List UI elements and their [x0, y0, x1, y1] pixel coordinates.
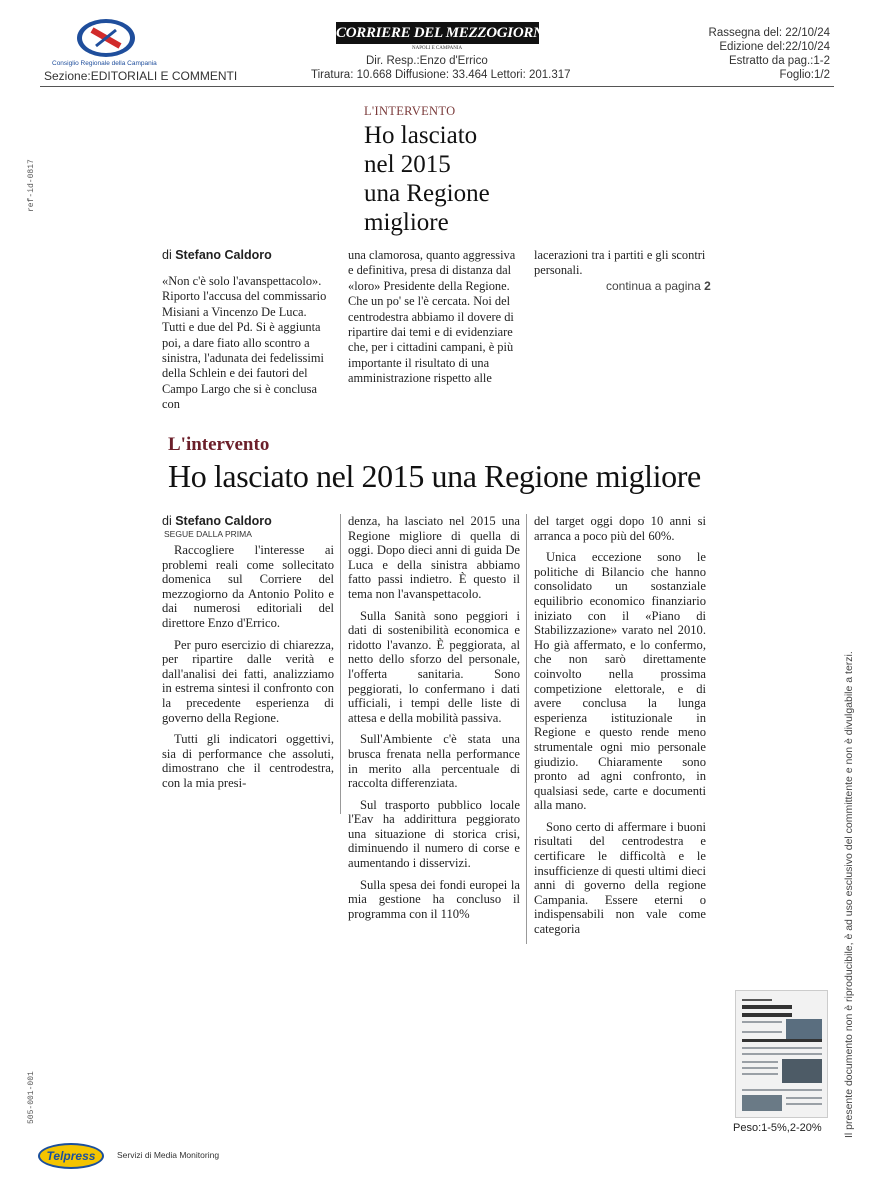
continua-text: continua a pagina — [606, 279, 701, 293]
rassegna-date: Rassegna del: 22/10/24 — [708, 27, 830, 39]
front-title-line: migliore — [364, 209, 449, 236]
paragraph: Raccogliere l'interesse ai problemi reali come sollecitato domenica sul Corriere del mezzogiorno da Antonio Polito e dai numerosi editoriali del direttore Enzo d'Errico. — [162, 543, 334, 630]
paragraph: Sull'Ambiente c'è stata una brusca frenata nella performance in merito alla percentuale di raccolta differenziata. — [348, 732, 520, 791]
continua-page: 2 — [704, 279, 711, 293]
foglio: Foglio:1/2 — [779, 69, 830, 81]
inner-col-3 — [534, 514, 706, 937]
inner-title: Ho lasciato nel 2015 una Regione migliore — [168, 458, 701, 494]
section-label: Sezione:EDITORIALI E COMMENTI — [44, 69, 238, 83]
inner-col-1 — [162, 543, 334, 791]
estratto-pages: Estratto da pag.:1-2 — [728, 55, 830, 67]
front-title — [364, 121, 490, 237]
paragraph: denza, ha lasciato nel 2015 una Regione migliore di quella di oggi. Dopo dieci anni di guida De Luca e della sinistra abbiamo fatto passi indietro. È questo il tema non l'avanspettacolo. — [348, 514, 520, 601]
inner-col-2 — [348, 514, 520, 921]
newspaper-subtitle: NAPOLI E CAMPANIA — [412, 46, 463, 51]
byline-di: di — [162, 514, 172, 528]
paragraph: Sulla spesa dei fondi europei la mia gestione ha concluso il programma con il 110% — [348, 877, 520, 921]
continua-link[interactable] — [606, 279, 711, 293]
paragraph: Sulla Sanità sono peggiori i dati di sostenibilità economica e ridotto l'avanzo. È peggiorata, al netto dello sforzo del personale, l'offerta sanitaria. Sono peggiorati, lo confermano i dati ufficiali, i tempi delle liste di attesa e della mobilità passiva. — [348, 608, 520, 725]
crc-logo — [76, 18, 136, 58]
front-col-3: lacerazioni tra i partiti e gli scontri personali. — [534, 248, 706, 278]
front-byline — [162, 248, 272, 262]
telpress-logo — [38, 1143, 104, 1169]
director: Dir. Resp.:Enzo d'Errico — [366, 55, 488, 67]
newspaper-name: CORRIERE DEL MEZZOGIORNO — [336, 25, 555, 41]
front-title-line: Ho lasciato — [364, 122, 478, 149]
byline-author: Stefano Caldoro — [175, 248, 272, 262]
byline-di: di — [162, 248, 172, 262]
footer-service: Servizi di Media Monitoring — [117, 1150, 220, 1160]
crc-logo-icon — [76, 18, 136, 58]
front-title-line: una Regione — [364, 180, 490, 207]
inner-byline — [162, 514, 272, 528]
paragraph: Tutti gli indicatori oggettivi, sia di performance che assoluti, dimostrano che il centrodestra, con la mia presi- — [162, 732, 334, 790]
circulation: Tiratura: 10.668 Diffusione: 33.464 Lettori: 201.317 — [311, 69, 571, 81]
newspaper-masthead — [336, 22, 555, 44]
paragraph: Sono certo di affermare i buoni risultati del centrodestra e certificare le difficoltà e le insufficienze di questi ultimi dieci anni di governo della regione Campania. Essere eterni o indispensabili non vale come categoria — [534, 819, 706, 937]
edizione-date: Edizione del:22/10/24 — [719, 41, 830, 53]
telpress-logo-text: Telpress — [46, 1149, 96, 1163]
paragraph: del target oggi dopo 10 anni si arranca a poco più del 60%. — [534, 514, 706, 543]
inner-kicker: L'intervento — [168, 434, 270, 455]
byline-author: Stefano Caldoro — [175, 514, 272, 528]
logo-caption: Consiglio Regionale della Campania — [52, 60, 157, 67]
copyright-notice: Il presente documento non è riproducibile, è ad uso esclusivo del committente e non è divulgabile a terzi. — [843, 651, 855, 1138]
column-rule — [526, 514, 527, 944]
column-rule — [340, 514, 341, 814]
front-col-2: una clamorosa, quanto aggressiva e definitiva, presa di distanza dal «loro» Presidente della Regione. Che un po' se l'è cercata. Noi del centrodestra abbiamo il dovere di ripartire dai temi e di evidenziare che, per i cittadini campani, è più importante il risultato di una amministrazione rispetto alle — [348, 248, 516, 386]
front-col-1: «Non c'è solo l'avanspettacolo». Riporto l'accusa del commissario Misiani a Vincenzo De Luca. Tutti e due del Pd. Si è aggiunta poi, a dare fiato allo scontro a sinistra, l'adunata dei fedelissimi della Schlein e dei fautori del Campo Largo che si è conclusa con — [162, 274, 327, 412]
paragraph: Per puro esercizio di chiarezza, per ripartire dalle verità e dall'analisi dei fatti, analizziamo in estrema sintesi il confronto con la precedente esperienza di governo della Regione. — [162, 637, 334, 725]
front-title-line: nel 2015 — [364, 151, 451, 178]
header-divider — [40, 86, 834, 87]
ref-id-code: ref-id-0817 — [27, 159, 36, 212]
front-kicker: L'INTERVENTO — [364, 104, 456, 118]
paragraph: Sul trasporto pubblico locale l'Eav ha addirittura peggiorato una situazione di storica crisi, diminuendo il numero di corse e aumentando i disservizi. — [348, 797, 520, 871]
page-thumbnail — [735, 990, 828, 1118]
peso-label: Peso:1-5%,2-20% — [733, 1122, 822, 1134]
paragraph: Unica eccezione sono le politiche di Bilancio che hanno consolidato un sostanziale equilibrio economico finanziario iniziato con il «Piano di Stabilizzazione» varato nel 2010. Ho già affermato, e lo confermo, che non sarò direttamente coinvolto nella prossima competizione elettorale, e di avere conclusa la lunga esperienza istituzionale in Regione e questo rende meno strumentale ogni mio personale giudizio. Chiaramente sono pronto ad agni confronto, in qualsiasi sede, carte e documenti alla mano. — [534, 550, 706, 813]
bottom-code: 505-001-001 — [27, 1071, 36, 1124]
segue-label: SEGUE DALLA PRIMA — [164, 529, 252, 539]
